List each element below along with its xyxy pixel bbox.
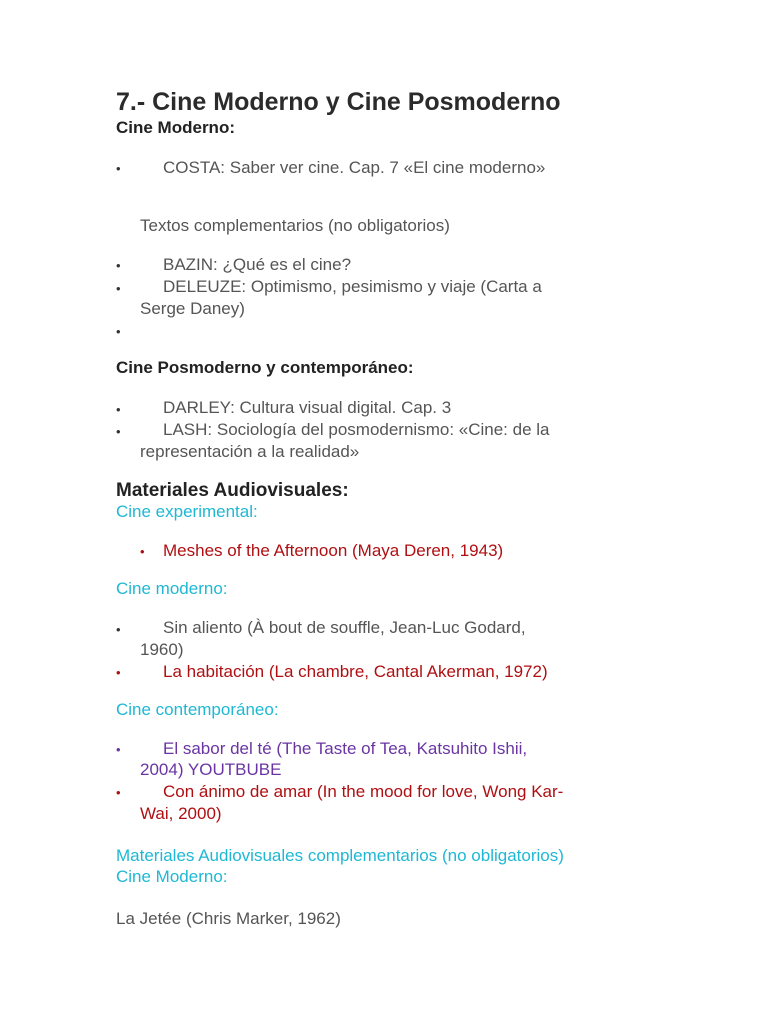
complementary-texts-label: Textos complementarios (no obligatorios) <box>140 216 450 235</box>
list-item-el-sabor-del-te-continued: 2004) YOUTBUBE <box>140 760 282 779</box>
list-item-deleuze: DELEUZE: Optimismo, pesimismo y viaje (Carta a <box>163 277 542 296</box>
list-item-sin-aliento: Sin aliento (À bout de souffle, Jean-Luc Godard, <box>163 618 526 637</box>
bullet-icon: • <box>116 622 121 637</box>
section-heading-materiales: Materiales Audiovisuales: <box>116 480 349 501</box>
list-item-la-jetee: La Jetée (Chris Marker, 1962) <box>116 909 341 928</box>
list-item-sin-aliento-continued: 1960) <box>140 640 184 659</box>
bullet-icon: • <box>116 742 121 757</box>
list-item-el-sabor-del-te: El sabor del té (The Taste of Tea, Katsuhito Ishii, <box>163 739 528 758</box>
list-item-meshes: Meshes of the Afternoon (Maya Deren, 1943) <box>163 541 504 560</box>
bullet-icon: • <box>140 544 145 559</box>
subheading-cine-moderno: Cine moderno: <box>116 579 228 598</box>
bullet-icon: • <box>116 785 121 800</box>
list-item-con-animo-de-amar-continued: Wai, 2000) <box>140 804 222 823</box>
bullet-icon: • <box>116 402 121 417</box>
list-item-costa: COSTA: Saber ver cine. Cap. 7 «El cine moderno» <box>163 158 546 177</box>
list-item-lash: LASH: Sociología del posmodernismo: «Cine: de la <box>163 420 550 439</box>
bullet-icon: • <box>116 665 121 680</box>
bullet-icon: • <box>116 424 121 439</box>
bullet-icon: • <box>116 258 121 273</box>
list-item-bazin: BAZIN: ¿Qué es el cine? <box>163 255 352 274</box>
subheading-cine-contemporaneo: Cine contemporáneo: <box>116 700 279 719</box>
section-heading-cine-moderno: Cine Moderno: <box>116 118 235 137</box>
list-item-deleuze-continued: Serge Daney) <box>140 299 245 318</box>
bullet-icon: • <box>116 161 121 176</box>
subheading-materiales-complementarios: Materiales Audiovisuales complementarios (no obligatorios) <box>116 846 564 865</box>
subheading-cine-experimental: Cine experimental: <box>116 502 258 521</box>
list-item-darley: DARLEY: Cultura visual digital. Cap. 3 <box>163 398 452 417</box>
subheading-complementarios-cine-moderno: Cine Moderno: <box>116 867 228 886</box>
list-item-con-animo-de-amar: Con ánimo de amar (In the mood for love, Wong Kar- <box>163 782 564 801</box>
page-title: 7.- Cine Moderno y Cine Posmoderno <box>116 88 561 116</box>
bullet-icon: • <box>116 281 121 296</box>
list-item-la-habitacion: La habitación (La chambre, Cantal Akerman, 1972) <box>163 662 548 681</box>
section-heading-cine-posmoderno: Cine Posmoderno y contemporáneo: <box>116 358 414 377</box>
bullet-icon: • <box>116 324 121 339</box>
list-item-lash-continued: representación a la realidad» <box>140 442 360 461</box>
